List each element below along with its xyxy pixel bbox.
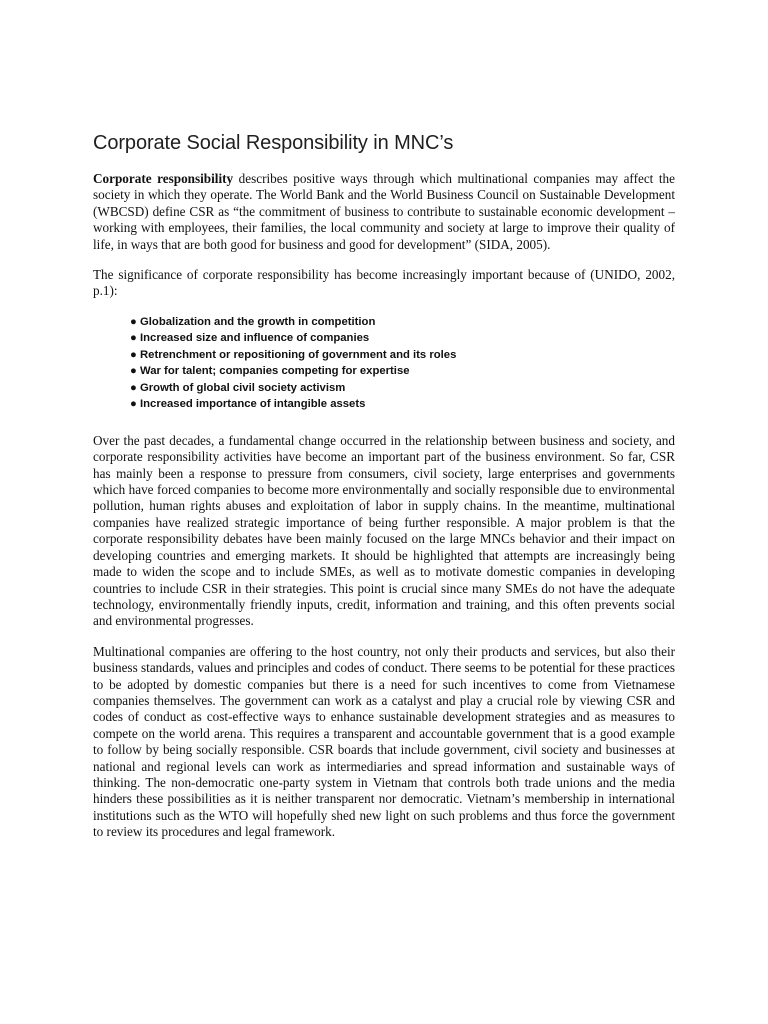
paragraph-intro [93, 171, 675, 253]
bullet-icon: ● [130, 332, 137, 345]
paragraph-relationship: Over the past decades, a fundamental change occurred in the relationship between business and society, and corporate responsibility activities have become an important part of the business environment. So far, CSR has mainly been a response to pressure from consumers, civil society, large enterprises and governments which have forced companies to become more environmentally and socially responsible due to environmental pollution, human rights abuses and exploitation of labor in supply chains. In the meantime, multinational companies have realized strategic importance of being further responsible. A major problem is that the corporate responsibility debates have been mainly focused on the large MNCs behavior and their impact on developing countries and emerging markets. It should be highlighted that attempts are increasingly being made to widen the scope and to include SMEs, as well as to motivate domestic companies in developing countries to include CSR in their strategies. This point is crucial since many SMEs do not have the adequate technology, environmentally friendly inputs, credit, information and training, and this often prevents social and environmental progresses. [93, 432, 675, 629]
bullet-icon: ● [130, 348, 137, 361]
bullet-list [93, 314, 675, 413]
list-item [130, 396, 675, 413]
list-item [130, 314, 675, 331]
bullet-icon: ● [130, 315, 137, 328]
list-item-text: War for talent; companies competing for expertise [140, 365, 410, 378]
list-item-text: Globalization and the growth in competition [140, 315, 376, 328]
bullet-icon: ● [130, 381, 137, 394]
list-item-text: Increased size and influence of companies [140, 332, 370, 345]
paragraph-significance: The significance of corporate responsibility has become increasingly important because of (UNIDO, 2002, p.1): [93, 267, 675, 299]
list-item-text: Retrenchment or repositioning of government and its roles [140, 348, 457, 361]
lead-term: Corporate responsibility [93, 171, 234, 186]
document-title: Corporate Social Responsibility in MNC’s [93, 132, 454, 154]
paragraph-multinationals: Multinational companies are offering to the host country, not only their products and services, but also their business standards, values and principles and codes of conduct. There seems to be potential for these practices to be adopted by domestic companies but there is a need for such incentives to come from Vietnamese companies themselves. The government can work as a catalyst and play a crucial role by viewing CSR and codes of conduct as cost-effective ways to enhance sustainable development strategies and as measures to compete on the world arena. This requires a transparent and accountable government that is a good example to follow by being socially responsible. CSR boards that include government, civil society and businesses at national and regional levels can work as intermediaries and spread information and sustainable ways of thinking. The non-democratic one-party system in Vietnam that controls both trade unions and the media hinders these possibilities as it is neither transparent nor democratic. Vietnam’s membership in international institutions such as the WTO will hopefully shed new light on such problems and thus force the government to review its procedures and legal framework. [93, 643, 675, 840]
list-item [130, 363, 675, 380]
list-item [130, 380, 675, 397]
list-item [130, 330, 675, 347]
paragraph-intro-text: describes positive ways through which multinational companies may affect the society in which they operate. The World Bank and the World Business Council on Sustainable Development (WBCSD) define CSR as “the commitment of business to contribute to sustainable economic development – working with employees, their families, the local community and society at large to improve their quality of life, in ways that are both good for business and good for development” (SIDA, 2005). [93, 171, 676, 252]
bullet-icon: ● [130, 398, 137, 411]
bullet-icon: ● [130, 365, 137, 378]
list-item [130, 347, 675, 364]
list-item-text: Increased importance of intangible assets [140, 398, 366, 411]
list-item-text: Growth of global civil society activism [140, 381, 346, 394]
